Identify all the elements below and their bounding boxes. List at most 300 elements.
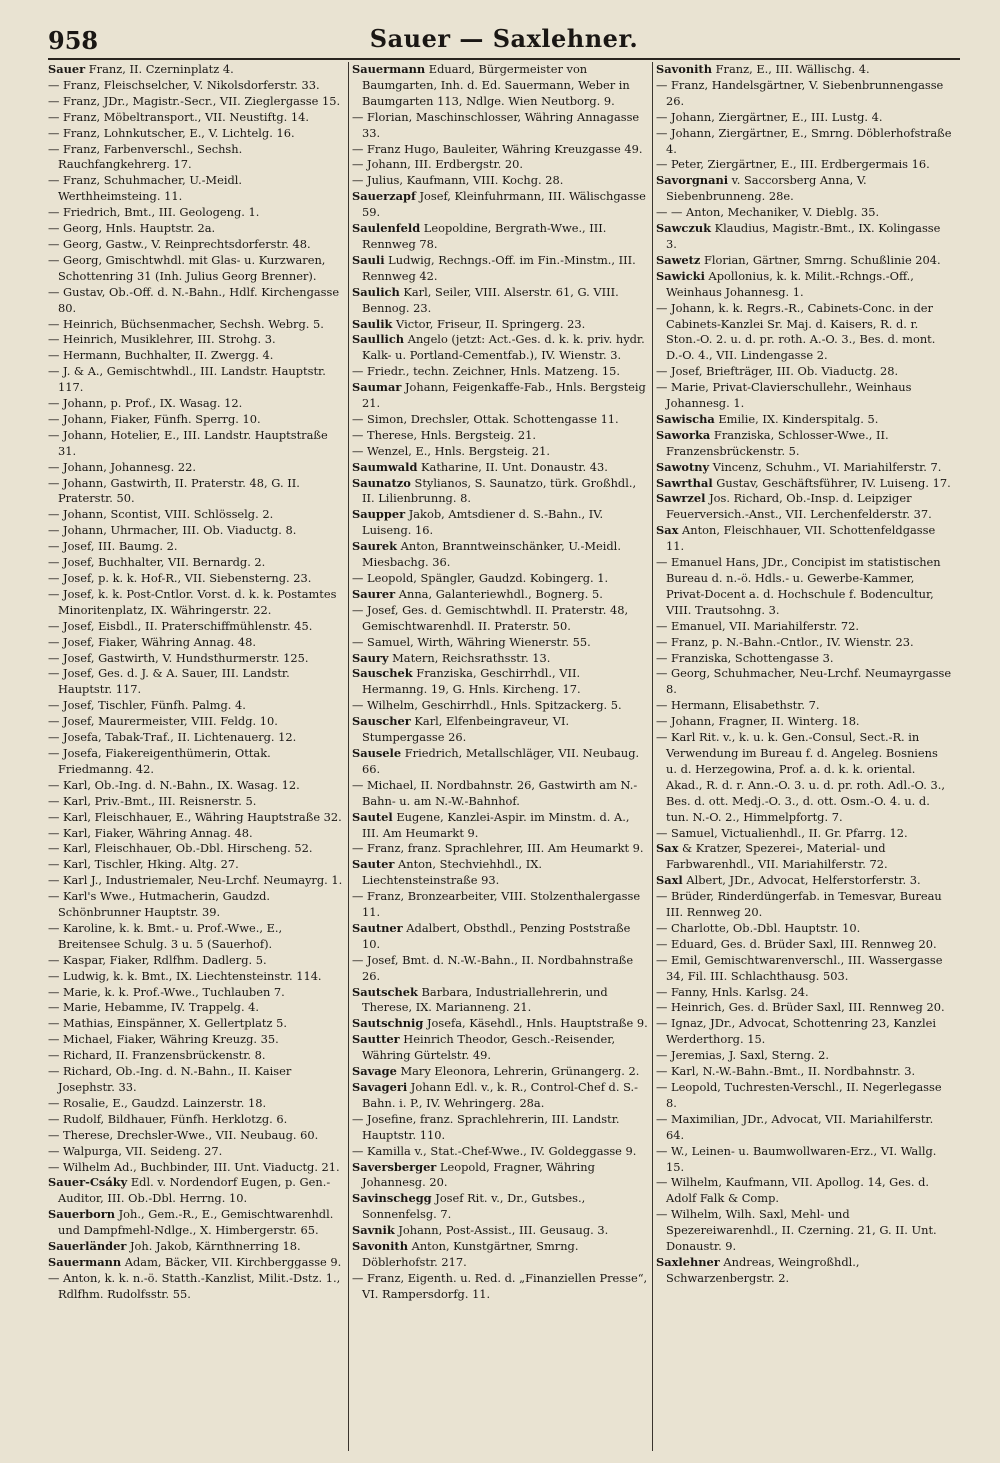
entry-text: Franz, II. Czerninplatz 4. [85, 62, 234, 76]
directory-entry [48, 1096, 344, 1112]
directory-entry [48, 969, 344, 985]
entry-surname: Saupper [352, 507, 406, 522]
directory-entry [656, 126, 952, 158]
page-header [48, 24, 960, 58]
directory-entry [656, 555, 952, 619]
entry-text: — Fanny, Hnls. Karlsg. 24. [656, 984, 809, 999]
entry-surname: Sauerzapf [352, 189, 416, 204]
directory-entry [656, 269, 952, 301]
directory-entry [352, 1112, 648, 1144]
entry-text: — Johann, Gastwirth, II. Praterstr. 48, G. II. Praterstr. 50. [48, 475, 300, 506]
directory-entry [48, 810, 344, 826]
entry-text: — Karl, Ob.-Ing. d. N.-Bahn., IX. Wasag. 12. [48, 777, 300, 792]
entry-text: — Therese, Drechsler-Wwe., VII. Neubaug. 60. [48, 1127, 319, 1142]
directory-entry [48, 476, 344, 508]
entry-text: — Michael, Fiaker, Währing Kreuzg. 35. [48, 1032, 279, 1047]
directory-entry [656, 937, 952, 953]
directory-entry [48, 1016, 344, 1032]
entry-text: — Franz, Handelsgärtner, V. Siebenbrunnengasse 26. [656, 77, 944, 108]
directory-entry [48, 412, 344, 428]
entry-text: — Franz, Lohnkutscher, E., V. Lichtelg. 16. [48, 125, 295, 140]
entry-text: — W., Leinen- u. Baumwollwaren-Erz., VI. Wallg. 15. [656, 1143, 937, 1174]
entry-text: Eugene, Kanzlei-Aspir. im Minstm. d. A., III. Am Heumarkt 9. [362, 809, 630, 840]
entry-text: Franz, E., III. Wällischg. 4. [711, 62, 870, 76]
entry-surname: Saurek [352, 539, 398, 554]
directory-entry [352, 539, 648, 571]
directory-entry [656, 1048, 952, 1064]
directory-entry [352, 810, 648, 842]
entry-text: — Josef, Fiaker, Währing Annag. 48. [48, 634, 257, 649]
entry-surname: Savonith [352, 1239, 408, 1254]
directory-entry [656, 921, 952, 937]
entry-surname: Saunatzo [352, 475, 411, 490]
entry-text: — J. & A., Gemischtwhdl., III. Landstr. Hauptstr. 117. [48, 364, 326, 395]
directory-entry [352, 1080, 648, 1112]
directory-entry [352, 698, 648, 714]
column-right [656, 62, 952, 1451]
directory-entry [656, 841, 952, 873]
directory-entry [48, 507, 344, 523]
entry-text: — Friedrich, Bmt., III. Geologeng. 1. [48, 205, 260, 220]
directory-entry [48, 221, 344, 237]
entry-text: — Mathias, Einspänner, X. Gellertplatz 5. [48, 1016, 288, 1031]
entry-surname: Sautter [352, 1032, 400, 1047]
directory-entry [352, 985, 648, 1017]
directory-entry [656, 428, 952, 460]
directory-entry [48, 205, 344, 221]
directory-entry [352, 332, 648, 364]
entry-text: — — Anton, Mechaniker, V. Dieblg. 35. [656, 205, 880, 220]
entry-text: Emilie, IX. Kinderspitalg. 5. [714, 411, 879, 426]
directory-entry [656, 635, 952, 651]
entry-text: — Samuel, Wirth, Währing Wienerstr. 55. [352, 634, 591, 649]
entry-surname: Sauli [352, 252, 385, 267]
entry-text: Anton, Fleischhauer, VII. Schottenfeldgasse 11. [666, 523, 936, 554]
entry-text: — Wilhelm, Wilh. Saxl, Mehl- und Spezereiwarenhdl., II. Czerning. 21, G. II. Unt. Donaustr. 9. [656, 1207, 937, 1254]
entry-text: Matern, Reichsrathsstr. 13. [388, 650, 551, 665]
entry-text: — Samuel, Victualienhdl., II. Gr. Pfarrg. 12. [656, 825, 908, 840]
entry-text: — Anton, k. k. n.-ö. Statth.-Kanzlist, Milit.-Dstz. 1., Rdlfhm. Rudolfsstr. 55. [48, 1270, 341, 1301]
entry-text: — Friedr., techn. Zeichner, Hnls. Matzeng. 15. [352, 364, 620, 379]
entry-surname: Saversberger [352, 1159, 437, 1174]
entry-surname: Saxlehner [656, 1254, 720, 1269]
entry-text: — Eduard, Ges. d. Brüder Saxl, III. Rennweg 20. [656, 936, 937, 951]
directory-entry [48, 1000, 344, 1016]
entry-surname: Saulich [352, 284, 400, 299]
columns [48, 62, 960, 1451]
directory-entry [48, 921, 344, 953]
directory-entry [48, 587, 344, 619]
entry-text: — Kamilla v., Stat.-Chef-Wwe., IV. Goldeggasse 9. [352, 1143, 637, 1158]
entry-text: Joh. Jakob, Kärnthnerring 18. [126, 1239, 301, 1254]
entry-text: — Wilhelm Ad., Buchbinder, III. Unt. Viaductg. 21. [48, 1159, 340, 1174]
entry-surname: Sax [656, 523, 679, 538]
directory-entry [352, 253, 648, 285]
entry-text: — Charlotte, Ob.-Dbl. Hauptstr. 10. [656, 920, 861, 935]
entry-text: — Therese, Hnls. Bergsteig. 21. [352, 427, 537, 442]
entry-text: — Franz, franz. Sprachlehrer, III. Am Heumarkt 9. [352, 841, 644, 856]
directory-entry [48, 666, 344, 698]
directory-entry [48, 698, 344, 714]
directory-entry [48, 1160, 344, 1176]
entry-text: Adam, Bäcker, VII. Kirchberggasse 9. [121, 1254, 342, 1269]
entry-text: — Wenzel, E., Hnls. Bergsteig. 21. [352, 443, 550, 458]
directory-entry [48, 332, 344, 348]
entry-surname: Sawischa [656, 411, 715, 426]
entry-text: — Karl J., Industriemaler, Neu-Lrchf. Neumayrg. 1. [48, 873, 343, 888]
directory-entry [48, 348, 344, 364]
directory-entry [48, 651, 344, 667]
directory-entry [656, 78, 952, 110]
directory-entry [48, 714, 344, 730]
entry-text: — Franz, Schuhmacher, U.-Meidl. Werthheimsteing. 11. [48, 173, 243, 204]
directory-entry [352, 921, 648, 953]
entry-text: — Josef, Ges. d. Gemischtwhdl. II. Praterstr. 48, Gemischtwarenhdl. II. Praterstr. 50. [352, 602, 629, 633]
directory-entry [656, 1175, 952, 1207]
directory-entry [352, 444, 648, 460]
column-divider [348, 62, 349, 1451]
directory-entry [352, 1144, 648, 1160]
directory-entry [656, 1255, 952, 1287]
directory-entry [352, 1032, 648, 1064]
entry-text: Johann, Feigenkaffe-Fab., Hnls. Bergsteig 21. [362, 380, 646, 411]
entry-text: Josefa, Käsehdl., Hnls. Hauptstraße 9. [423, 1016, 648, 1031]
directory-entry [48, 110, 344, 126]
directory-entry [48, 826, 344, 842]
directory-entry [656, 730, 952, 825]
directory-entry [352, 635, 648, 651]
entry-text: — Ignaz, JDr., Advocat, Schottenring 23, Kanzlei Werderthorg. 15. [656, 1016, 937, 1047]
entry-text: — Josef, Bmt. d. N.-W.-Bahn., II. Nordbahnstraße 26. [352, 952, 634, 983]
entry-surname: Saulenfeld [352, 221, 421, 236]
directory-entry [48, 1255, 344, 1271]
directory-entry [656, 523, 952, 555]
directory-entry [352, 1223, 648, 1239]
entry-text: Jakob, Amtsdiener d. S.-Bahn., IV. Luiseng. 16. [362, 507, 604, 538]
entry-surname: Sauer [48, 62, 86, 76]
entry-text: — Karl, Tischler, Hking. Altg. 27. [48, 857, 239, 872]
entry-text: — Florian, Maschinschlosser, Währing Annagasse 33. [352, 109, 640, 140]
directory-entry [48, 523, 344, 539]
entry-surname: Saulik [352, 316, 393, 331]
directory-entry [656, 889, 952, 921]
entry-surname: Sautel [352, 809, 393, 824]
entry-surname: Sawetz [656, 252, 701, 267]
directory-entry [48, 1032, 344, 1048]
entry-text: — Karoline, k. k. Bmt.- u. Prof.-Wwe., E., Breitensee Schulg. 3 u. 5 (Sauerhof). [48, 920, 283, 951]
entry-text: — Walpurga, VII. Seideng. 27. [48, 1143, 223, 1158]
entry-surname: Savonith [656, 62, 712, 76]
directory-entry [656, 253, 952, 269]
entry-text: — Heinrich, Musiklehrer, III. Strohg. 3. [48, 332, 276, 347]
entry-text: — Rudolf, Bildhauer, Fünfh. Herklotzg. 6. [48, 1111, 288, 1126]
entry-text: Karl, Seiler, VIII. Alserstr. 61, G. VIII. Bennog. 23. [362, 284, 619, 315]
directory-entry [656, 491, 952, 523]
entry-text: Mary Eleonora, Lehrerin, Grünangerg. 2. [396, 1064, 640, 1079]
directory-entry [352, 587, 648, 603]
entry-text: — Richard, Ob.-Ing. d. N.-Bahn., II. Kaiser Josephstr. 33. [48, 1064, 292, 1094]
entry-text: Jos. Richard, Ob.-Insp. d. Leipziger Feuerversich.-Anst., VII. Lerchenfelderstr. 37. [666, 491, 932, 522]
entry-text: Johann, Post-Assist., III. Geusaug. 3. [394, 1223, 609, 1238]
directory-entry [48, 62, 344, 78]
entry-surname: Sawczuk [656, 221, 711, 236]
directory-entry [48, 1048, 344, 1064]
entry-text: — Karl's Wwe., Hutmacherin, Gaudzd. Schönbrunner Hauptstr. 39. [48, 889, 271, 920]
entry-text: Anton, Kunstgärtner, Smrng. Döblerhofstr. 217. [362, 1239, 579, 1269]
page-number: 958 [48, 26, 99, 55]
entry-text: Josef Rit. v., Dr., Gutsbes., Sonnenfelsg. 7. [362, 1191, 586, 1222]
entry-text: — Peter, Ziergärtner, E., III. Erdbergermais 16. [656, 157, 930, 172]
directory-entry [656, 666, 952, 698]
directory-entry [352, 953, 648, 985]
directory-entry [352, 1016, 648, 1032]
directory-entry [48, 873, 344, 889]
directory-entry [656, 62, 952, 78]
entry-text: — Georg, Gastw., V. Reinprechtsdorferstr. 48. [48, 236, 311, 251]
entry-text: Heinrich Theodor, Gesch.-Reisender, Währing Gürtelstr. 49. [362, 1032, 616, 1063]
entry-text: v. Saccorsberg Anna, V. Siebenbrunneng. 28e. [666, 173, 867, 204]
entry-text: — Josef, Gastwirth, V. Hundsthurmerstr. 125. [48, 650, 309, 665]
entry-surname: Saullich [352, 332, 405, 347]
directory-entry [352, 1064, 648, 1080]
directory-entry [48, 396, 344, 412]
column-middle [352, 62, 648, 1451]
entry-surname: Sauer-Csáky [48, 1175, 128, 1190]
directory-entry [352, 110, 648, 142]
directory-entry [48, 364, 344, 396]
entry-text: — Josefa, Tabak-Traf., II. Lichtenauerg. 12. [48, 730, 297, 745]
directory-entry [48, 1064, 344, 1096]
entry-text: — Franz, Möbeltransport., VII. Neustiftg. 14. [48, 109, 309, 124]
directory-entry [48, 1144, 344, 1160]
entry-text: Barbara, Industriallehrerin, und Therese, IX. Marianneng. 21. [362, 984, 608, 1015]
directory-entry [48, 746, 344, 778]
entry-surname: Sautschnig [352, 1016, 424, 1031]
entry-text: — Ludwig, k. k. Bmt., IX. Liechtensteinstr. 114. [48, 968, 322, 983]
directory-entry [656, 953, 952, 985]
directory-entry [656, 110, 952, 126]
entry-text: — Wilhelm, Geschirrhdl., Hnls. Spitzackerg. 5. [352, 698, 622, 713]
directory-entry [48, 794, 344, 810]
entry-text: — Hermann, Buchhalter, II. Zwergg. 4. [48, 348, 274, 363]
entry-surname: Saury [352, 650, 389, 665]
entry-text: — Franz, Fleischselcher, V. Nikolsdorferstr. 33. [48, 77, 320, 92]
entry-text: — Johann, Johannesg. 22. [48, 459, 196, 474]
entry-text: — Franziska, Schottengasse 3. [656, 650, 834, 665]
entry-surname: Sauermann [352, 62, 426, 76]
directory-entry [48, 857, 344, 873]
entry-text: Albert, JDr., Advocat, Helferstorferstr. 3. [682, 873, 921, 888]
entry-text: — Johann, p. Prof., IX. Wasag. 12. [48, 396, 243, 411]
directory-entry [352, 889, 648, 921]
entry-surname: Saurer [352, 586, 396, 601]
directory-entry [656, 1016, 952, 1048]
entry-text: — Josef, Tischler, Fünfh. Palmg. 4. [48, 698, 246, 713]
directory-entry [656, 651, 952, 667]
column-divider [652, 62, 653, 1451]
directory-entry [352, 571, 648, 587]
page-title: Sauer — Saxlehner. [369, 24, 639, 53]
entry-text: — Josef, Eisbdl., II. Praterschiffmühlenstr. 45. [48, 618, 313, 633]
entry-text: — Josef, p. k. k. Hof-R., VII. Siebensterng. 23. [48, 571, 312, 585]
entry-text: — Johann, Uhrmacher, III. Ob. Viaductg. 8. [48, 523, 297, 538]
entry-surname: Sawrzel [656, 491, 706, 506]
entry-text: — Karl, N.-W.-Bahn.-Bmt., II. Nordbahnstr. 3. [656, 1064, 916, 1079]
directory-entry [48, 317, 344, 333]
entry-text: — Karl, Fleischhauer, E., Währing Hauptstraße 32. [48, 809, 342, 824]
header-rule [48, 58, 960, 60]
directory-entry [656, 714, 952, 730]
directory-entry [656, 205, 952, 221]
entry-text: — Josefa, Fiakereigenthümerin, Ottak. Friedmanng. 42. [48, 745, 271, 776]
entry-text: — Richard, II. Franzensbrückenstr. 8. [48, 1048, 266, 1063]
entry-text: — Emanuel, VII. Mariahilferstr. 72. [656, 618, 860, 633]
directory-entry [48, 1128, 344, 1144]
entry-text: Katharine, II. Unt. Donaustr. 43. [417, 459, 608, 474]
entry-text: — Maximilian, JDr., Advocat, VII. Mariahilferstr. 64. [656, 1111, 934, 1142]
entry-text: — Johann, k. k. Regrs.-R., Cabinets-Conc. in der Cabinets-Kanzlei Sr. Maj. d. Kaisers, R. d. r. Ston.-O. 2. u. d. pr. roth. A.-O. 3., Bes. d. mont. D.-O. 4., VII. Lindengasse 2. [656, 300, 936, 363]
entry-surname: Sawicki [656, 268, 705, 283]
entry-text: — Jeremias, J. Saxl, Sterng. 2. [656, 1048, 829, 1063]
entry-text: — Josef, k. k. Post-Cntlor. Vorst. d. k. k. Postamtes Minoritenplatz, IX. Währingerstr. 22. [48, 586, 337, 617]
entry-text: — Josef, Ges. d. J. & A. Sauer, III. Landstr. Hauptstr. 117. [48, 666, 290, 697]
directory-entry [656, 826, 952, 842]
entry-surname: Sauschek [352, 666, 413, 681]
entry-text: — Simon, Drechsler, Ottak. Schottengasse 11. [352, 411, 619, 426]
entry-surname: Saumwald [352, 459, 418, 474]
entry-text: Stylianos, S. Saunatzo, türk. Großhdl., II. Lilienbrunng. 8. [362, 475, 637, 506]
directory-entry [352, 476, 648, 508]
entry-text: — Karl, Fiaker, Währing Annag. 48. [48, 825, 253, 840]
directory-entry [48, 78, 344, 94]
entry-text: Karl, Elfenbeingraveur, VI. Stumpergasse 26. [362, 714, 570, 745]
directory-entry [352, 603, 648, 635]
directory-entry [656, 157, 952, 173]
directory-entry [656, 1207, 952, 1255]
directory-entry [48, 126, 344, 142]
directory-entry [48, 1112, 344, 1128]
directory-entry [656, 460, 952, 476]
entry-surname: Savorgnani [656, 173, 729, 188]
directory-entry [352, 460, 648, 476]
entry-text: — Emanuel Hans, JDr., Concipist im statistischen Bureau d. n.-ö. Hdls.- u. Gewerbe-Kammer, Privat-Docent a. d. Hochschule f. Bodencultur, VIII. Trautsohng. 3. [656, 555, 941, 617]
directory-entry [48, 94, 344, 110]
entry-surname: Saxl [656, 873, 683, 888]
directory-entry [352, 746, 648, 778]
directory-entry [656, 1112, 952, 1144]
entry-text: — Hermann, Elisabethstr. 7. [656, 698, 820, 713]
directory-entry [656, 476, 952, 492]
directory-entry [352, 380, 648, 412]
entry-text: Ludwig, Rechngs.-Off. im Fin.-Minstm., III. Rennweg 42. [362, 252, 636, 283]
directory-entry [656, 873, 952, 889]
entry-text: — Josef, Maurermeister, VIII. Feldg. 10. [48, 714, 278, 729]
directory-entry [352, 173, 648, 189]
directory-entry [48, 778, 344, 794]
entry-text: — Leopold, Spängler, Gaudzd. Kobingerg. 1. [352, 571, 609, 585]
entry-surname: Saworka [656, 427, 711, 442]
entry-text: — Franz, p. N.-Bahn.-Cntlor., IV. Wienstr. 23. [656, 634, 914, 649]
directory-entry [352, 142, 648, 158]
entry-text: Gustav, Geschäftsführer, IV. Luiseng. 17. [712, 475, 951, 490]
directory-entry [352, 651, 648, 667]
entry-text: — Leopold, Tuchresten-Verschl., II. Negerlegasse 8. [656, 1080, 942, 1110]
entry-text: Leopoldine, Bergrath-Wwe., III. Rennweg 78. [362, 221, 607, 251]
column-left [48, 62, 344, 1451]
entry-text: — Josef, III. Baumg. 2. [48, 539, 178, 554]
entry-text: — Wilhelm, Kaufmann, VII. Apollog. 14, Ges. d. Adolf Falk & Comp. [656, 1175, 930, 1206]
directory-entry [48, 142, 344, 174]
entry-text: Klaudius, Magistr.-Bmt., IX. Kolingasse 3. [666, 221, 941, 251]
directory-entry [48, 460, 344, 476]
directory-entry [48, 253, 344, 285]
entry-text: — Franz, Farbenverschl., Sechsh. Rauchfangkehrerg. 17. [48, 141, 243, 172]
entry-text: — Heinrich, Büchsenmacher, Sechsh. Webrg. 5. [48, 316, 324, 331]
entry-text: — Josef, Briefträger, III. Ob. Viaductg. 28. [656, 364, 899, 379]
entry-text: — Marie, Hebamme, IV. Trappelg. 4. [48, 1000, 260, 1015]
entry-text: — Johann, Ziergärtner, E., III. Lustg. 4. [656, 109, 883, 124]
entry-surname: Savageri [352, 1080, 408, 1094]
directory-entry [352, 221, 648, 253]
directory-entry [352, 1160, 648, 1192]
entry-surname: Saumar [352, 380, 402, 395]
entry-text: Eduard, Bürgermeister von Baumgarten, Inh. d. Ed. Sauermann, Weber in Baumgarten 113, Ndlge. Wien Neutborg. 9. [362, 62, 630, 108]
directory-entry [48, 428, 344, 460]
entry-text: — Michael, II. Nordbahnstr. 26, Gastwirth am N.-Bahn- u. am N.-W.-Bahnhof. [352, 777, 638, 808]
directory-entry [352, 157, 648, 173]
entry-text: & Kratzer, Spezerei-, Material- und Farbwarenhdl., VII. Mariahilferstr. 72. [666, 841, 888, 872]
entry-text: — Johann, III. Erdbergstr. 20. [352, 157, 524, 172]
entry-surname: Savinschegg [352, 1191, 432, 1206]
entry-text: — Johann, Ziergärtner, E., Smrng. Döblerhofstraße 4. [656, 125, 952, 156]
directory-entry [352, 317, 648, 333]
entry-text: Angelo (jetzt: Act.-Ges. d. k. k. priv. hydr. Kalk- u. Portland-Cementfab.), IV. Wienstr. 3. [362, 332, 645, 363]
entry-text: — Karl, Fleischhauer, Ob.-Dbl. Hirscheng. 52. [48, 841, 313, 856]
entry-text: — Johann, Fragner, II. Winterg. 18. [656, 714, 860, 729]
entry-text: Anna, Galanteriewhdl., Bognerg. 5. [395, 586, 603, 601]
directory-entry [656, 173, 952, 205]
directory-entry [48, 730, 344, 746]
entry-text: Edl. v. Nordendorf Eugen, p. Gen.-Auditor, III. Ob.-Dbl. Herrng. 10. [58, 1175, 331, 1206]
directory-entry [48, 237, 344, 253]
entry-surname: Sauscher [352, 714, 411, 729]
directory-entry [352, 857, 648, 889]
directory-entry [656, 1144, 952, 1176]
entry-surname: Sauerländer [48, 1239, 127, 1254]
directory-entry [352, 714, 648, 746]
entry-text: — Emil, Gemischtwarenverschl., III. Wassergasse 34, Fil. III. Schlachthausg. 503. [656, 952, 943, 983]
entry-text: — Heinrich, Ges. d. Brüder Saxl, III. Rennweg 20. [656, 1000, 945, 1015]
entry-text: — Georg, Hnls. Hauptstr. 2a. [48, 221, 216, 236]
directory-entry [656, 1080, 952, 1112]
directory-entry [48, 555, 344, 571]
directory-entry [48, 953, 344, 969]
entry-text: Andreas, Weingroßhdl., Schwarzenbergstr. 2. [666, 1254, 860, 1285]
directory-entry [48, 635, 344, 651]
entry-surname: Sautner [352, 920, 403, 935]
entry-text: Florian, Gärtner, Smrng. Schußlinie 204. [700, 252, 941, 267]
directory-entry [656, 221, 952, 253]
entry-text: Adalbert, Obsthdl., Penzing Poststraße 10. [362, 920, 631, 951]
directory-entry [48, 173, 344, 205]
entry-text: Josef, Kleinfuhrmann, III. Wälischgasse 59. [362, 189, 646, 220]
directory-entry [352, 285, 648, 317]
directory-entry [656, 985, 952, 1001]
directory-entry [656, 380, 952, 412]
entry-text: — Karl, Priv.-Bmt., III. Reisnerstr. 5. [48, 793, 257, 808]
entry-surname: Sausele [352, 745, 402, 760]
directory-entry [352, 62, 648, 110]
